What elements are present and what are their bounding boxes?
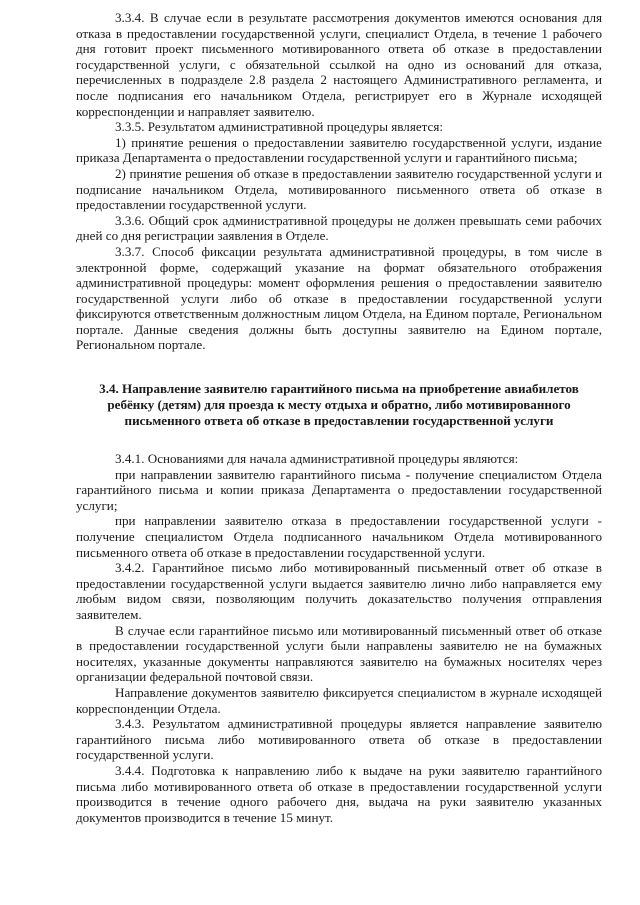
paragraph-3-4-4: 3.4.4. Подготовка к направлению либо к выдаче на руки заявителю гарантийного письма либо мотивированного ответа об отказе в предоставлении государственной услуги производится в течение одного рабочего дня, выдача на руки заявителю указанных документов производится в течение 15 минут. bbox=[76, 762, 602, 825]
paragraph-3-4-3: 3.4.3. Результатом административной процедуры является направление заявителю гарантийного письма либо мотивированного ответа об отказе в предоставлении государственной услуги. bbox=[76, 716, 602, 763]
paragraph-3-4-1: 3.4.1. Основаниями для начала административной процедуры являются: bbox=[115, 451, 519, 467]
paragraph-3-3-7: 3.3.7. Способ фиксации результата административной процедуры, в том числе в электронной форме, содержащий указание на формат обязательного отображения административной процедуры: момент оформления решения о предоставлении заявителю государственной услуги либо об отказе в предоставлении государственной услуги фиксируются ответственным должностным лицом Отдела, на Едином портале, Региональном портале. Данные сведения должны быть доступны заявителю на Едином портале, Региональном портале. bbox=[76, 243, 602, 353]
paragraph-3-4-1-refusal: при направлении заявителю отказа в предоставлении государственной услуги - получение специалистом Отдела подписанного начальником Отдела мотивированного письменного ответа об отказе в предоставлении государственной услуги. bbox=[76, 513, 602, 560]
paragraph-3-4-1-guarantee: при направлении заявителю гарантийного письма - получение специалистом Отдела гарантийного письма и копии приказа Департамента о предоставлении государственной услуги; bbox=[76, 466, 602, 513]
paragraph-3-3-6: 3.3.6. Общий срок административной процедуры не должен превышать семи рабочих дней со дня регистрации заявления в Отделе. bbox=[76, 212, 602, 244]
paragraph-3-3-4: 3.3.4. В случае если в результате рассмотрения документов имеются основания для отказа в предоставлении государственной услуги, специалист Отдела, в течение 1 рабочего дня готовит проект письменного мотивированного ответа об отказе в предоставлении государственной услуги, с обязательной ссылкой на одно из оснований для отказа, перечисленных в подразделе 2.8 раздела 2 настоящего Административного регламента, и после подписания его начальником Отдела, регистрирует его в Журнале исходящей корреспонденции и направляет заявителю. bbox=[76, 10, 602, 119]
paragraph-3-3-5: 3.3.5. Результатом административной процедуры является: bbox=[115, 119, 444, 135]
paragraph-3-4-2-journal: Направление документов заявителю фиксируется специалистом в журнале исходящей корреспонденции Отдела. bbox=[76, 684, 602, 716]
section-heading-3-4: 3.4. Направление заявителю гарантийного письма на приобретение авиабилетов ребёнку (детям) для проезда к месту отдыха и обратно, либо мотивированного письменного ответа об отказе в предоставлении государственной услуги bbox=[99, 381, 579, 429]
paragraph-3-3-5-item-1: 1) принятие решения о предоставлении заявителю государственной услуги, издание приказа Департамента о предоставлении государственной услуги и гарантийного письма; bbox=[76, 134, 602, 166]
paragraph-3-4-2: 3.4.2. Гарантийное письмо либо мотивированный письменный ответ об отказе в предоставлении государственной услуги выдается заявителю лично либо направляется ему любым видом связи, позволяющим получить доказательство получения отправления заявителем. bbox=[76, 560, 602, 622]
paragraph-3-3-5-item-2: 2) принятие решения об отказе в предоставлении заявителю государственной услуги и подписание начальником Отдела, мотивированного письменного ответа об отказе в предоставлении государственной услуги. bbox=[76, 165, 602, 213]
paragraph-3-4-2-postal: В случае если гарантийное письмо или мотивированный письменный ответ об отказе в предоставлении государственной услуги были направлены заявителю не на бумажных носителях, указанные документы направляются заявителю на бумажных носителях через организации федеральной почтовой связи. bbox=[76, 622, 602, 685]
